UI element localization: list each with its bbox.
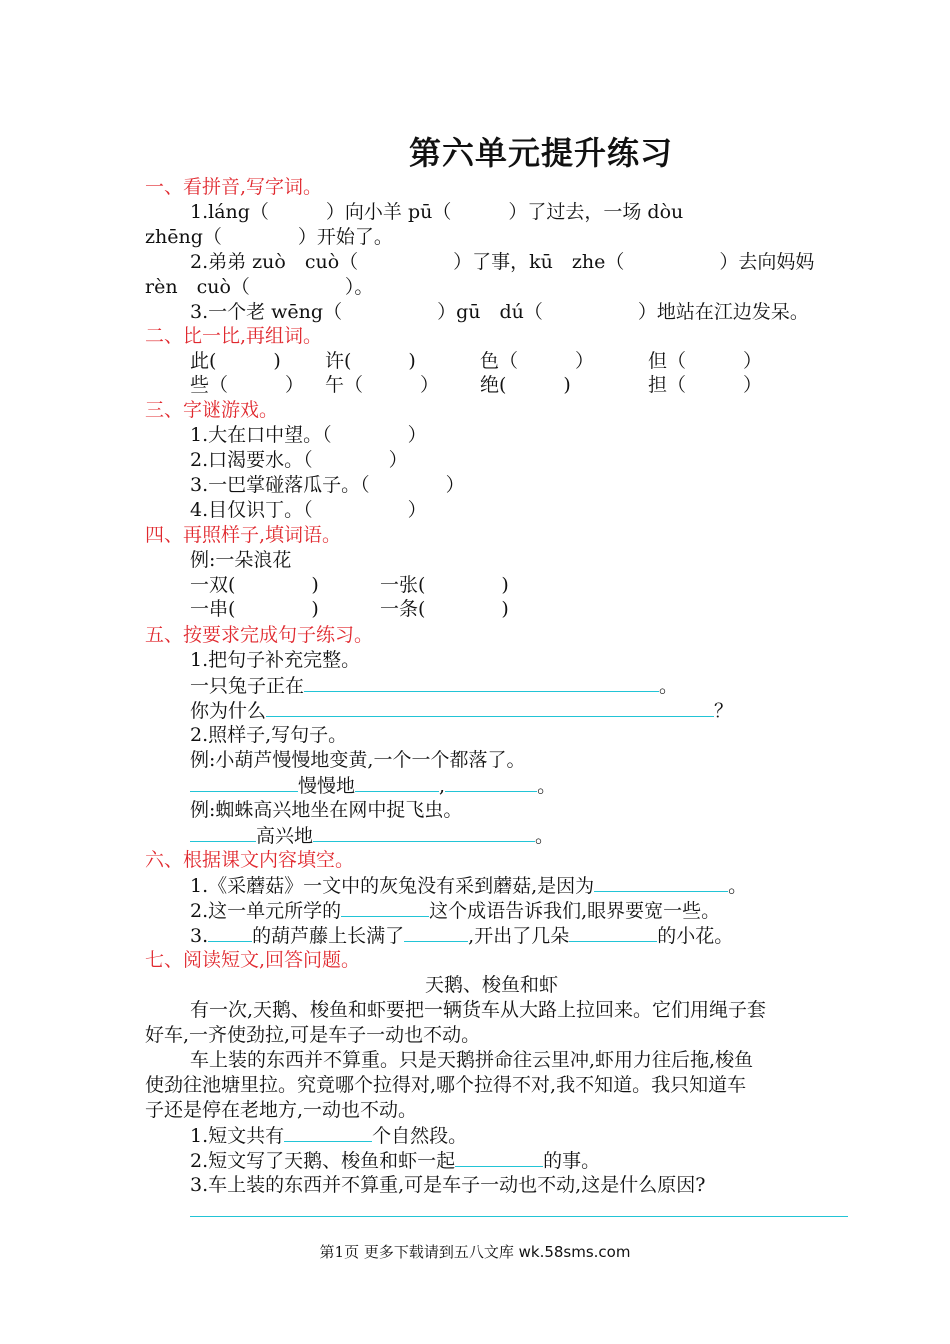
blank-line[interactable] [190,773,298,792]
page-number: 1 [334,1243,345,1261]
s7-question-2 [190,1148,600,1173]
s5-sentence-2-end: ？ [714,700,734,722]
page-title: 第六单元提升练习 [408,134,673,172]
story-title: 天鹅、梭鱼和虾 [425,974,559,996]
s6-q3-text-a: 3. [190,925,209,947]
s5-fill-1-comma: , [439,775,446,797]
s5-fill-2 [190,823,554,848]
s6-q3-text-b: 的葫芦藤上长满了 [252,925,405,947]
section-1-heading: 一、看拼音,写字词。 [145,176,323,198]
s5-fill-1-word: 慢慢地 [298,775,356,797]
s5-sentence-2-text: 你为什么 [190,700,267,722]
s2-row1-col4: 但（ ） [648,350,763,372]
s7-q1-text-b: 个自然段。 [372,1125,468,1147]
s6-q2-text-b: 这个成语告诉我们,眼界要宽一些。 [429,900,721,922]
blank-line[interactable] [404,923,468,942]
s5-sub-2: 2.照样子,写句子。 [190,724,348,746]
s6-q2-text-a: 2.这一单元所学的 [190,900,342,922]
section-7-heading: 七、阅读短文,回答问题。 [145,949,361,971]
blank-line[interactable] [266,698,714,717]
story-p1-line-1: 有一次,天鹅、梭鱼和虾要把一辆货车从大路上拉回来。它们用绳子套 [190,999,767,1021]
s5-fill-2-word: 高兴地 [256,825,314,847]
section-5-heading: 五、按要求完成句子练习。 [145,624,374,646]
story-p2-line-2: 使劲往池塘里拉。究竟哪个拉得对,哪个拉得不对,我不知道。我只知道车 [145,1074,747,1096]
s7-question-3: 3.车上装的东西并不算重,可是车子一动也不动,这是什么原因? [190,1174,706,1196]
s5-fill-1 [190,773,556,798]
s6-q1-period: 。 [728,875,748,897]
s6-question-1 [190,873,747,898]
s3-item-4: 4.目仅识丁。（ ） [190,499,427,521]
s2-row2-col1: 些（ ） [190,374,305,396]
s1-line-3: 2.弟弟 zuò cuò（ ）了事，kū zhe（ ）去向妈妈 [190,251,815,273]
s6-q3-text-d: 的小花。 [657,925,734,947]
s4-example: 例:一朵浪花 [190,549,292,571]
s5-example-1: 例:小葫芦慢慢地变黄,一个一个都落了。 [190,749,526,771]
s5-fill-2-period: 。 [535,825,555,847]
s7-q1-text-a: 1.短文共有 [190,1125,285,1147]
s6-question-2 [190,898,720,923]
blank-line[interactable] [304,673,659,692]
page-footer [0,1241,950,1262]
s4-item-4: 一条( ) [380,598,509,620]
s6-q3-text-c: ,开出了几朵 [468,925,570,947]
blank-line[interactable] [190,823,256,842]
footer-prefix: 第 [319,1243,335,1261]
s1-line-2: zhēng（ ）开始了。 [145,226,393,248]
blank-line[interactable] [208,923,252,942]
s7-q2-text-a: 2.短文写了天鹅、梭鱼和虾一起 [190,1150,456,1172]
blank-line[interactable] [341,898,429,917]
footer-text: 页 更多下载请到五八文库 wk.58sms.com [344,1243,631,1261]
s1-line-4: rèn cuò（ ）。 [145,276,374,298]
s4-item-1: 一双( ) [190,574,319,596]
s1-line-5: 3.一个老 wēng（ ）gū dú（ ）地站在江边发呆。 [190,301,809,323]
s7-question-1 [190,1123,467,1148]
section-3-heading: 三、字谜游戏。 [145,399,279,421]
s4-item-2: 一张( ) [380,574,509,596]
s4-item-3: 一串( ) [190,598,319,620]
s5-sentence-1-text: 一只兔子正在 [190,675,305,697]
blank-line[interactable] [455,1148,543,1167]
s7-q2-text-b: 的事。 [543,1150,601,1172]
s5-sub-1: 1.把句子补充完整。 [190,649,361,671]
s5-example-2: 例:蜘蛛高兴地坐在网中捉飞虫。 [190,799,463,821]
section-6-heading: 六、根据课文内容填空。 [145,849,355,871]
s2-row2-col3: 绝( ) [480,374,571,396]
s6-question-3 [190,923,733,948]
s2-row1-col3: 色（ ） [480,350,595,372]
s5-sentence-1-end: 。 [659,675,679,697]
blank-line[interactable] [313,823,535,842]
s5-fill-1-period: 。 [537,775,557,797]
s6-q1-text: 1.《采蘑菇》一文中的灰兔没有采到蘑菇,是因为 [190,875,595,897]
s2-row2-col4: 担（ ） [648,374,763,396]
answer-line[interactable] [190,1216,848,1217]
blank-line[interactable] [284,1123,372,1142]
s3-item-1: 1.大在口中望。（ ） [190,424,427,446]
blank-line[interactable] [355,773,439,792]
s5-sentence-1 [190,673,678,698]
section-2-heading: 二、比一比,再组词。 [145,325,323,347]
story-p2-line-1: 车上装的东西并不算重。只是天鹅拼命往云里冲,虾用力往后拖,梭鱼 [190,1049,754,1071]
s1-line-1: 1.láng（ ）向小羊 pū（ ）了过去，一场 dòu [190,201,684,223]
blank-line[interactable] [594,873,728,892]
s2-row1-col1: 此( ) [190,350,281,372]
s2-row1-col2: 许( ) [325,350,416,372]
story-p2-line-3: 子还是停在老地方,一动也不动。 [145,1099,418,1121]
section-4-heading: 四、再照样子,填词语。 [145,524,342,546]
blank-line[interactable] [445,773,537,792]
blank-line[interactable] [569,923,657,942]
s3-item-2: 2.口渴要水。（ ） [190,449,408,471]
s2-row2-col2: 午（ ） [325,374,440,396]
s5-sentence-2 [190,698,733,723]
s3-item-3: 3.一巴掌碰落瓜子。（ ） [190,474,465,496]
story-p1-line-2: 好车,一齐使劲拉,可是车子一动也不动。 [145,1024,481,1046]
